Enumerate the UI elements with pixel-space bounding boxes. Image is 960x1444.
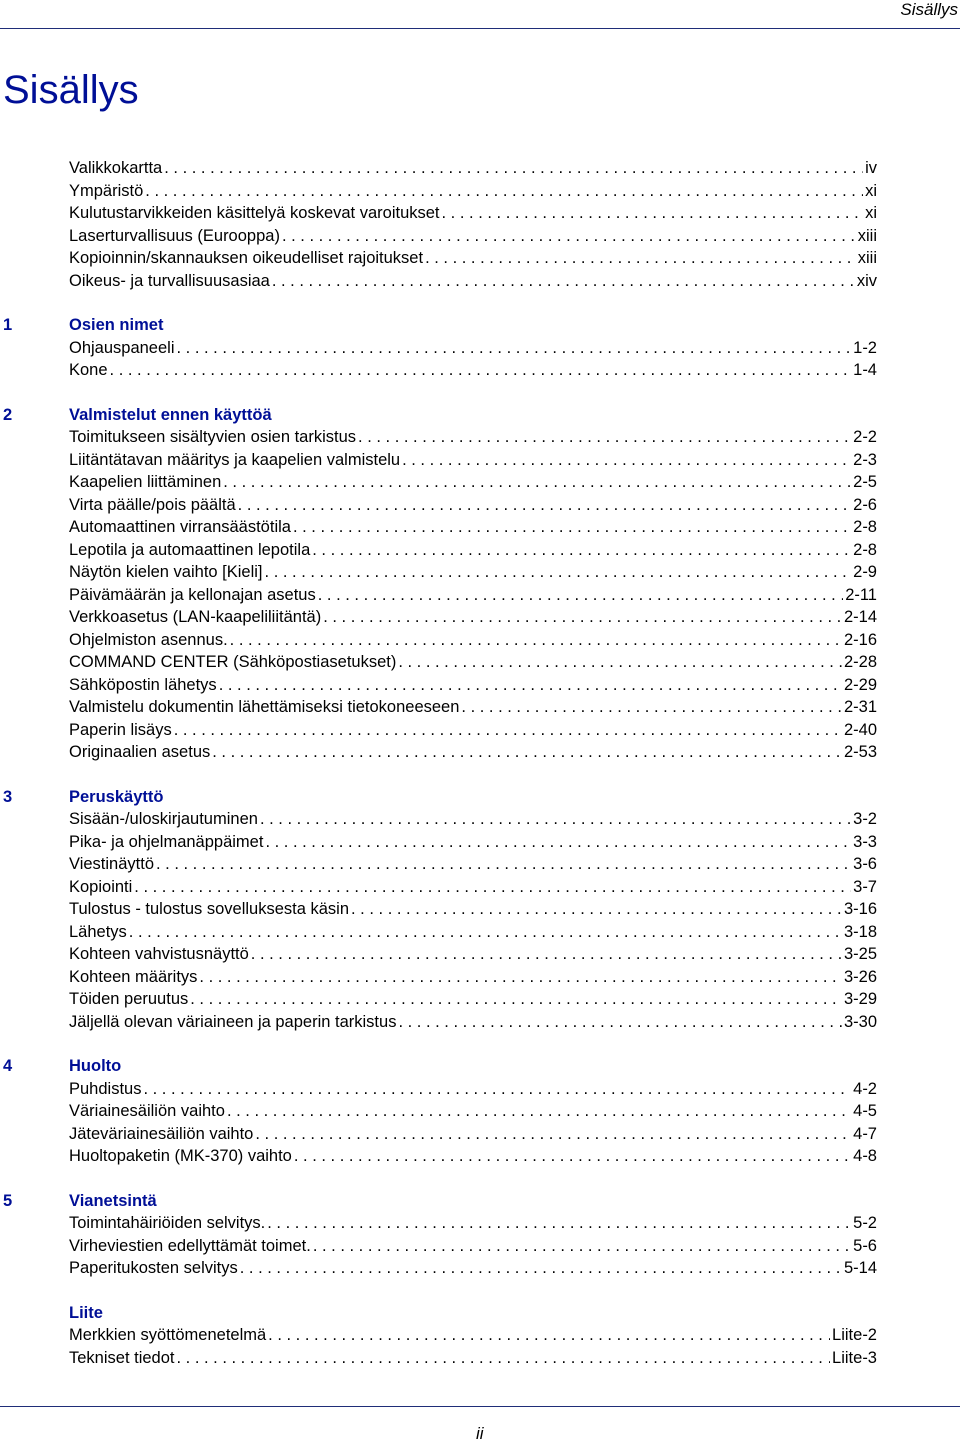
page-title: Sisällys bbox=[3, 68, 139, 112]
toc-entry[interactable] bbox=[69, 966, 877, 988]
dot-leader bbox=[230, 629, 842, 651]
toc-entry-title: Jäljellä olevan väriaineen ja paperin tarkistus bbox=[69, 1012, 397, 1031]
toc-entry-title: Ohjelmiston asennus. bbox=[69, 630, 228, 649]
toc-entry-title: Jäteväriainesäiliön vaihto bbox=[69, 1124, 254, 1143]
toc-entry[interactable] bbox=[69, 606, 877, 628]
toc-entry-page: 3-2 bbox=[853, 810, 877, 828]
chapter-number: 1 bbox=[3, 316, 13, 334]
toc-entry[interactable] bbox=[69, 539, 877, 561]
toc-entry-page: xiv bbox=[856, 271, 877, 290]
dot-leader bbox=[442, 202, 864, 224]
toc-entry-title: Toimintahäiriöiden selvitys. bbox=[69, 1214, 266, 1232]
toc-entry-title: Huoltopaketin (MK-370) vaihto bbox=[69, 1147, 292, 1165]
toc-entry-title: Merkkien syöttömenetelmä bbox=[69, 1326, 267, 1344]
dot-leader bbox=[282, 225, 856, 247]
chapter-title: Vianetsintä bbox=[69, 1191, 157, 1210]
toc-entry-page: xi bbox=[865, 204, 877, 222]
chapter-title: Huolto bbox=[69, 1057, 122, 1075]
toc-entry-page: 2-6 bbox=[853, 495, 877, 514]
dot-leader bbox=[145, 180, 863, 202]
toc-entry-title: Paperitukosten selvitys bbox=[69, 1259, 238, 1277]
toc-entry[interactable] bbox=[69, 225, 877, 247]
toc-entry[interactable] bbox=[69, 876, 877, 898]
toc-entry-page: 2-14 bbox=[843, 608, 877, 626]
dot-leader bbox=[156, 853, 851, 875]
toc-entry-page: 3-16 bbox=[843, 900, 877, 918]
toc-entry-page: xiii bbox=[857, 249, 877, 267]
toc-entry-page: 5-14 bbox=[843, 1259, 877, 1277]
dot-leader bbox=[174, 719, 842, 741]
toc-entry-page: 2-9 bbox=[853, 563, 877, 581]
toc-entry[interactable] bbox=[69, 921, 877, 943]
toc-entry[interactable] bbox=[69, 1347, 877, 1369]
toc-entry-title: Ohjauspaneeli bbox=[69, 338, 175, 357]
toc-entry-page: 2-29 bbox=[843, 675, 877, 694]
toc-entry-page: 2-53 bbox=[843, 743, 877, 761]
toc-entry-title: Kohteen määritys bbox=[69, 967, 198, 986]
toc-entry[interactable] bbox=[69, 561, 877, 583]
chapter-heading[interactable] bbox=[0, 314, 900, 336]
toc-entry-title: Valikkokartta bbox=[69, 159, 163, 177]
toc-entry[interactable] bbox=[69, 157, 877, 179]
toc-entry-title: Verkkoasetus (LAN-kaapeliliitäntä) bbox=[69, 608, 322, 626]
dot-leader bbox=[190, 988, 842, 1010]
toc-entry-page: 4-2 bbox=[853, 1079, 877, 1098]
dot-leader bbox=[164, 157, 863, 179]
dot-leader bbox=[312, 539, 851, 561]
toc-entry-page: Liite-2 bbox=[832, 1326, 877, 1344]
toc-entry-title: Päivämäärän ja kellonajan asetus bbox=[69, 585, 316, 604]
dot-leader bbox=[265, 561, 852, 583]
dot-leader bbox=[323, 606, 842, 628]
toc-entry-page: 3-18 bbox=[843, 922, 877, 941]
toc-entry-page: Liite-3 bbox=[832, 1348, 877, 1367]
toc-entry[interactable] bbox=[69, 1078, 877, 1100]
toc-entry[interactable] bbox=[69, 853, 877, 875]
toc-entry-title: Tulostus - tulostus sovelluksesta käsin bbox=[69, 900, 350, 918]
chapter-title: Liite bbox=[69, 1303, 103, 1322]
toc-entry[interactable] bbox=[69, 898, 877, 920]
chapter-heading[interactable] bbox=[0, 1055, 900, 1077]
page-number: ii bbox=[476, 1424, 484, 1443]
toc-entry-page: 3-3 bbox=[853, 832, 877, 851]
toc-entry[interactable] bbox=[69, 1324, 877, 1346]
toc-entry-title: Valmistelu dokumentin lähettämiseksi tietokoneeseen bbox=[69, 698, 460, 716]
toc-entry-page: 3-6 bbox=[853, 855, 877, 873]
toc-entry[interactable] bbox=[69, 1235, 877, 1257]
chapter-heading[interactable] bbox=[0, 1302, 900, 1324]
toc-entry[interactable] bbox=[69, 359, 877, 381]
toc-entry-title: Väriainesäiliön vaihto bbox=[69, 1102, 225, 1120]
toc-entry-page: 2-2 bbox=[853, 428, 877, 446]
toc-entry-title: Lähetys bbox=[69, 922, 127, 941]
dot-leader bbox=[398, 651, 842, 673]
toc-entry[interactable] bbox=[69, 808, 877, 830]
dot-leader bbox=[212, 741, 842, 763]
dot-leader bbox=[272, 270, 855, 292]
toc-entry-title: Oikeus- ja turvallisuusasiaa bbox=[69, 271, 270, 290]
toc-entry[interactable] bbox=[69, 696, 877, 718]
toc-entry-title: Pika- ja ohjelmanäppäimet bbox=[69, 832, 264, 851]
toc-entry-title: Lepotila ja automaattinen lepotila bbox=[69, 540, 311, 559]
toc-entry-page: 2-16 bbox=[843, 630, 877, 649]
chapter-heading[interactable] bbox=[0, 1190, 900, 1212]
toc-entry[interactable] bbox=[69, 629, 877, 651]
toc-entry-page: 5-2 bbox=[853, 1214, 877, 1232]
toc-entry-page: 3-7 bbox=[853, 877, 877, 896]
toc-entry[interactable] bbox=[69, 337, 877, 359]
dot-leader bbox=[143, 1078, 851, 1100]
toc-entry-title: Kulutustarvikkeiden käsittelyä koskevat varoitukset bbox=[69, 204, 440, 222]
dot-leader bbox=[223, 471, 851, 493]
toc-entry-page: 3-26 bbox=[843, 967, 877, 986]
dot-leader bbox=[294, 1145, 851, 1167]
toc-entry-title: Puhdistus bbox=[69, 1079, 142, 1098]
toc-entry-title: Toimitukseen sisältyvien osien tarkistus bbox=[69, 428, 357, 446]
toc-entry[interactable] bbox=[69, 1011, 877, 1033]
chapter-number: 2 bbox=[3, 405, 13, 424]
chapter-heading[interactable] bbox=[0, 786, 900, 808]
toc-entry[interactable] bbox=[69, 584, 877, 606]
toc-entry-title: Virta päälle/pois päältä bbox=[69, 495, 236, 514]
toc-entry[interactable] bbox=[69, 471, 877, 493]
toc-entry-title: Kopiointi bbox=[69, 877, 133, 896]
toc-entry-title: Ympäristö bbox=[69, 181, 144, 200]
toc-entry-title: Originaalien asetus bbox=[69, 743, 211, 761]
page-header-label: Sisällys bbox=[900, 0, 958, 19]
dot-leader bbox=[293, 516, 851, 538]
toc-entry-page: 2-8 bbox=[853, 540, 877, 559]
toc-entry-page: 2-5 bbox=[853, 473, 877, 491]
toc-entry-page: 2-40 bbox=[843, 720, 877, 739]
toc-entry[interactable] bbox=[69, 202, 877, 224]
toc-entry-page: 1-4 bbox=[853, 361, 877, 379]
dot-leader bbox=[318, 584, 843, 606]
dot-leader bbox=[268, 1324, 830, 1346]
toc-entry[interactable] bbox=[69, 1257, 877, 1279]
dot-leader bbox=[461, 696, 842, 718]
toc-entry[interactable] bbox=[69, 1123, 877, 1145]
toc-entry[interactable] bbox=[69, 741, 877, 763]
chapter-title: Osien nimet bbox=[69, 316, 164, 334]
toc-entry-title: Kone bbox=[69, 361, 108, 379]
toc-entry-page: 4-8 bbox=[853, 1147, 877, 1165]
toc-entry-title: Kopioinnin/skannauksen oikeudelliset rajoitukset bbox=[69, 249, 424, 267]
toc-entry-title: Tekniset tiedot bbox=[69, 1348, 175, 1367]
toc-entry-title: Kaapelien liittäminen bbox=[69, 473, 222, 491]
dot-leader bbox=[398, 1011, 842, 1033]
toc-entry[interactable] bbox=[69, 180, 877, 202]
toc-entry-page: 2-11 bbox=[845, 585, 877, 604]
dot-leader bbox=[267, 1212, 851, 1234]
toc-entry[interactable] bbox=[69, 426, 877, 448]
toc-entry-page: 2-3 bbox=[853, 450, 877, 469]
toc-entry[interactable] bbox=[69, 516, 877, 538]
toc-entry-title: Näytön kielen vaihto [Kieli] bbox=[69, 563, 263, 581]
toc-entry[interactable] bbox=[69, 449, 877, 471]
toc-entry-title: Kohteen vahvistusnäyttö bbox=[69, 945, 249, 963]
toc-entry[interactable] bbox=[69, 943, 877, 965]
dot-leader bbox=[260, 808, 851, 830]
dot-leader bbox=[358, 426, 851, 448]
footer-rule bbox=[0, 1406, 960, 1407]
toc-entry-title: Virheviestien edellyttämät toimet. bbox=[69, 1236, 311, 1255]
toc-entry-page: 3-29 bbox=[843, 990, 877, 1008]
toc-entry-page: 2-8 bbox=[853, 518, 877, 536]
toc-entry-title: Paperin lisäys bbox=[69, 720, 172, 739]
dot-leader bbox=[219, 674, 842, 696]
dot-leader bbox=[227, 1100, 851, 1122]
toc-entry[interactable] bbox=[69, 1212, 877, 1234]
dot-leader bbox=[425, 247, 856, 269]
toc-entry-title: Laserturvallisuus (Eurooppa) bbox=[69, 226, 280, 245]
chapter-number: 3 bbox=[3, 787, 13, 806]
toc-entry-page: 2-28 bbox=[843, 653, 877, 671]
dot-leader bbox=[251, 943, 842, 965]
toc-entry-page: 3-30 bbox=[843, 1012, 877, 1031]
toc-entry-page: iv bbox=[865, 159, 877, 177]
dot-leader bbox=[199, 966, 842, 988]
dot-leader bbox=[110, 359, 852, 381]
toc-entry-page: 1-2 bbox=[853, 338, 877, 357]
chapter-title: Valmistelut ennen käyttöä bbox=[69, 405, 272, 424]
toc-entry[interactable] bbox=[69, 651, 877, 673]
dot-leader bbox=[351, 898, 842, 920]
dot-leader bbox=[134, 876, 851, 898]
toc-entry[interactable] bbox=[69, 1100, 877, 1122]
toc-entry-title: Töiden peruutus bbox=[69, 990, 189, 1008]
toc-entry-title: Sisään-/uloskirjautuminen bbox=[69, 810, 258, 828]
toc-entry-title: COMMAND CENTER (Sähköpostiasetukset) bbox=[69, 653, 397, 671]
dot-leader bbox=[255, 1123, 851, 1145]
toc-entry[interactable] bbox=[69, 270, 877, 292]
toc-entry-title: Viestinäyttö bbox=[69, 855, 154, 873]
chapter-heading[interactable] bbox=[0, 404, 900, 426]
header-rule bbox=[0, 28, 960, 29]
chapter-number: 4 bbox=[3, 1057, 13, 1075]
dot-leader bbox=[129, 921, 842, 943]
dot-leader bbox=[240, 1257, 842, 1279]
toc-entry-title: Automaattinen virransäästötila bbox=[69, 518, 291, 536]
dot-leader bbox=[176, 1347, 830, 1369]
toc-entry-page: 3-25 bbox=[843, 945, 877, 963]
dot-leader bbox=[402, 449, 851, 471]
dot-leader bbox=[265, 831, 851, 853]
toc-entry[interactable] bbox=[69, 247, 877, 269]
toc-entry-page: 4-5 bbox=[853, 1102, 877, 1120]
toc-entry[interactable] bbox=[69, 719, 877, 741]
toc-entry[interactable] bbox=[69, 1145, 877, 1167]
toc-entry-title: Sähköpostin lähetys bbox=[69, 675, 217, 694]
toc-entry[interactable] bbox=[69, 674, 877, 696]
dot-leader bbox=[238, 494, 851, 516]
toc-entry[interactable] bbox=[69, 988, 877, 1010]
toc-entry-page: 2-31 bbox=[843, 698, 877, 716]
toc-entry-title: Liitäntätavan määritys ja kaapelien valmistelu bbox=[69, 450, 401, 469]
dot-leader bbox=[313, 1235, 851, 1257]
dot-leader bbox=[177, 337, 852, 359]
toc-entry-page: 5-6 bbox=[853, 1236, 877, 1255]
toc-entry[interactable] bbox=[69, 494, 877, 516]
chapter-number: 5 bbox=[3, 1191, 13, 1210]
toc-entry-page: xiii bbox=[857, 226, 877, 245]
toc-entry-page: xi bbox=[865, 181, 877, 200]
chapter-title: Peruskäyttö bbox=[69, 787, 164, 806]
toc-entry[interactable] bbox=[69, 831, 877, 853]
toc-entry-page: 4-7 bbox=[853, 1124, 877, 1143]
